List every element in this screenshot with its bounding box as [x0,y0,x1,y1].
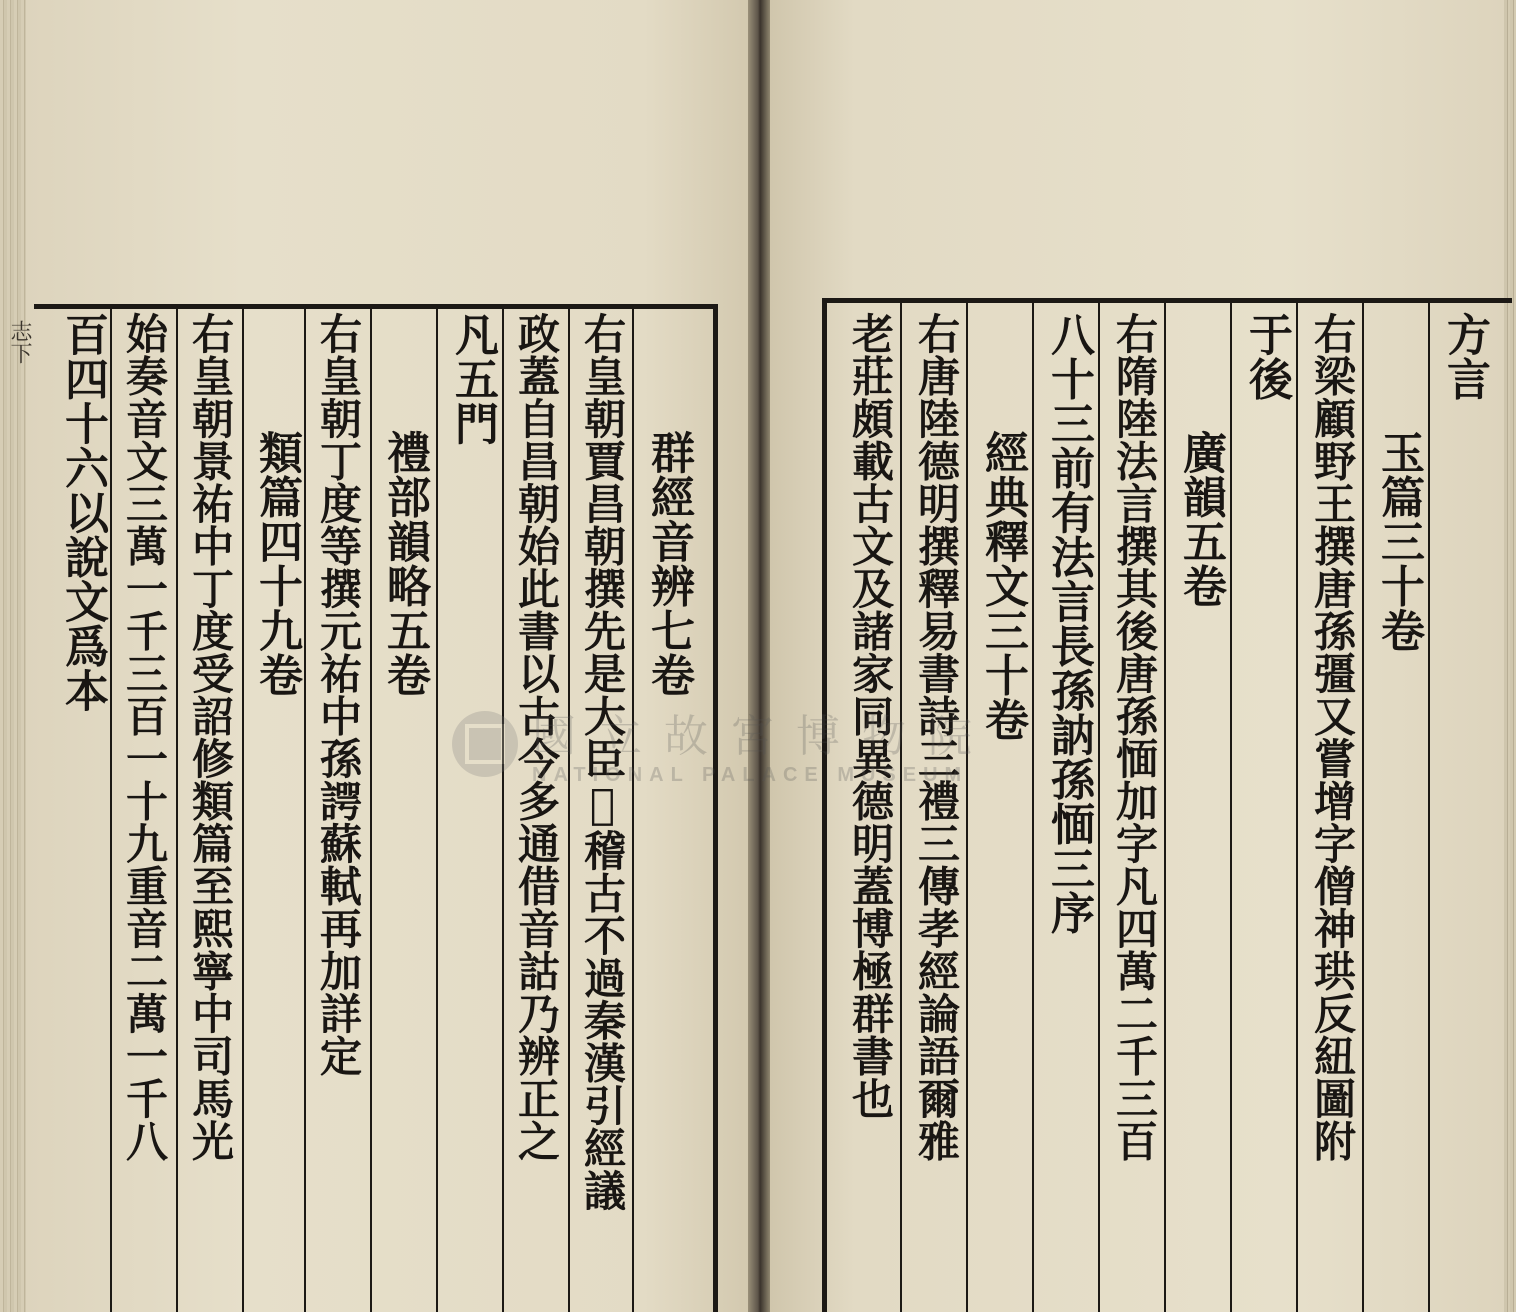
text-column: 政蓋自昌朝始此書以古今多通借音詁乃辨正之 [512,312,561,1162]
museum-seal-icon [452,711,518,777]
text-column: 右唐陸德明撰釋易書詩三禮三傳孝經論語爾雅 [912,312,961,1162]
text-column: 始奏音文三萬一千三百一十九重音二萬一千八 [120,312,169,1162]
column-rule [304,309,306,1312]
text-column: 于後 [1241,312,1292,401]
column-rule [966,303,968,1312]
column-rule [1032,303,1034,1312]
text-column: 老莊頗載古文及諸家同異德明蓋博極群書也 [846,312,895,1120]
column-rule [1362,303,1364,1312]
column-rule [176,309,178,1312]
text-column: 玉篇三十卷 [1373,430,1424,653]
column-rule [502,309,504,1312]
column-rule [1230,303,1232,1312]
column-rule [1164,303,1166,1312]
watermark-chinese: 國立故宮博物院 [532,711,994,762]
column-rule [370,309,372,1312]
margin-mark: 志下 [7,320,32,364]
column-rule [1428,303,1430,1312]
text-column: 八十三前有法言長孫訥孫愐三序 [1043,312,1094,935]
column-rule [242,309,244,1312]
text-column: 右皇朝賈昌朝撰先是大臣𣈆稽古不過秦漢引經議 [578,312,627,1212]
text-column: 右隋陸法言撰其後唐孫愐加字凡四萬二千三百 [1110,312,1159,1162]
column-rule [632,309,634,1312]
text-column: 群經音辨七卷 [643,430,694,697]
text-column: 右梁顧野王撰唐孫彊又嘗增字僧神珙反紐圖附 [1308,312,1357,1162]
text-column: 方言 [1439,312,1490,401]
text-column: 百四十六以說文爲本 [57,312,108,713]
column-rule [436,309,438,1312]
text-column: 禮部韻略五卷 [379,430,430,697]
text-column: 右皇朝丁度等撰元祐中孫諤蘇軾再加詳定 [314,312,363,1077]
column-rule [568,309,570,1312]
column-rule [110,309,112,1312]
text-column: 右皇朝景祐中丁度受詔修類篇至熙寧中司馬光 [186,312,235,1162]
text-column: 廣韻五卷 [1175,430,1226,608]
museum-watermark [452,700,994,787]
text-column: 經典釋文三十卷 [977,430,1028,742]
text-column: 凡五門 [447,312,498,446]
book-gutter [748,0,770,1312]
column-rule [1098,303,1100,1312]
watermark-english: NATIONAL PALACE MUSEUM [532,764,969,786]
column-rule [900,303,902,1312]
column-rule [1296,303,1298,1312]
text-column: 類篇四十九卷 [251,430,302,697]
